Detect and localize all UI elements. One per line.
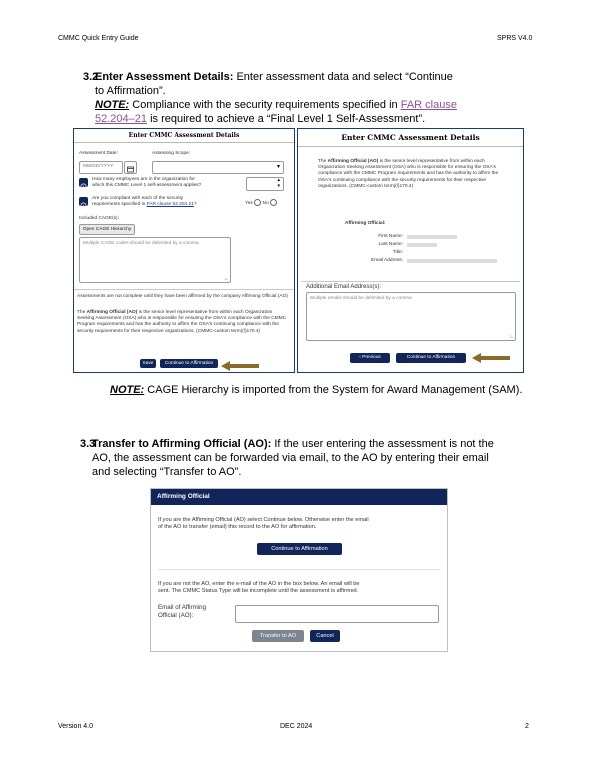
yes-label: Yes (245, 200, 253, 206)
section-3-3-line1: If the user entering the assessment is not the (274, 438, 494, 450)
ao-desc-text: is the senior level representative from within each Organization Seeking Assessment (OSA) who is responsible for ensuring the OSA's compliance with the CMMC Program requirements and has the authority to affirm the OSA's continuing compliance with the security requirements for their respective organizations. (CMMC-custom term)(§170.4) (318, 159, 499, 189)
ao-description (318, 159, 508, 190)
cage-note (110, 383, 530, 397)
stepper-arrows-icon: ▴ ▾ (277, 177, 280, 189)
ao-instructions-line1: If you are the Affirming Official (AO) select Continue below. Otherwise enter the email (158, 517, 369, 523)
additional-email-textarea[interactable] (306, 292, 516, 341)
ao-desc-prefix: The (318, 159, 327, 164)
transfer-to-ao-button[interactable]: Transfer to AO (252, 630, 304, 642)
note-text: Compliance with the security requirements specified in (132, 99, 398, 111)
first-name-label: First Name: (378, 234, 403, 239)
info-icon-2[interactable] (79, 197, 88, 206)
note-label: NOTE: (95, 99, 130, 111)
section-3-3-number: 3.3 (80, 438, 96, 450)
section-3-3-heading (80, 437, 532, 479)
divider-right (301, 281, 520, 282)
employees-question-line2: which this CMMC Level 1 self-assessment applies? (92, 183, 202, 189)
right-assessment-panel (297, 128, 524, 373)
compliance-question-line1: Are you compliant with each of the security (92, 196, 184, 201)
section-number: 3.2 (83, 71, 99, 83)
ao-email-label-line2: Official (AO): (158, 612, 194, 619)
ao-desc-bold: Affirming Official (AO) (327, 159, 379, 164)
cage-note-text: CAGE Hierarchy is imported from the System for Award Management (SAM). (147, 384, 523, 396)
assessment-date-input[interactable] (79, 161, 123, 174)
last-name-label: Last Name: (378, 242, 403, 247)
continue-to-affirmation-button[interactable]: Continue to Affirmation (160, 359, 218, 368)
affirming-official-label: Affirming Official: (345, 221, 386, 226)
affirmation-notice: Assessments are not complete until they have been affirmed by the company Affirming Official (AO) (77, 294, 288, 299)
ao-transfer-line2: sent. The CMMC Status Type will be incomplete until the assessment is affirmed. (158, 588, 359, 594)
section-text-line2: to Affirmation”. (95, 85, 166, 97)
ao-divider (158, 569, 440, 570)
panel-title: Enter CMMC Assessment Details (74, 129, 294, 143)
ao-email-label-line1: Email of Affirming (158, 604, 207, 611)
ao-email-input[interactable] (235, 605, 439, 623)
affirming-official-panel (150, 488, 448, 652)
divider (74, 289, 294, 290)
ao-panel-title: Affirming Official (151, 489, 447, 505)
footer-page-number: 2 (525, 723, 529, 730)
compliance-question-line2: requirements specified in (92, 202, 146, 208)
first-name-value-redacted (407, 235, 457, 239)
left-assessment-panel (73, 128, 295, 373)
save-button[interactable]: Save (140, 359, 156, 368)
calendar-icon[interactable] (124, 161, 137, 174)
section-3-3-title: Transfer to Affirming Official (AO): (92, 438, 272, 450)
previous-button[interactable]: ‹ Previous (350, 353, 390, 363)
callout-arrow-right-icon (472, 353, 512, 363)
last-name-value-redacted (407, 243, 437, 247)
ao-instructions (158, 517, 443, 531)
open-cage-hierarchy-button[interactable]: Open CAGE Hierarchy (79, 224, 135, 235)
date-placeholder: MM/DD/YYYY (83, 164, 114, 169)
page-header-left: CMMC Quick Entry Guide (58, 35, 139, 42)
employees-count-stepper[interactable] (246, 177, 284, 191)
cancel-button[interactable]: Cancel (310, 630, 340, 642)
cage-placeholder: Multiple CAGE codes should be delimited by a comma (83, 241, 199, 246)
footer-date: DEC 2024 (280, 723, 313, 730)
cage-note-label: NOTE: (110, 384, 145, 396)
compliance-radio-group (245, 199, 277, 207)
ao-definition-bold: Affirming Official (AO) (86, 310, 138, 315)
far-clause-link[interactable]: FAR clause (400, 99, 457, 111)
section-3-3-line3: and selecting “Transfer to AO”. (92, 466, 242, 478)
ao-definition (77, 310, 289, 335)
additional-email-label: Additional Email Address(s): (306, 284, 382, 290)
email-value-redacted (407, 259, 497, 263)
assessment-date-label: Assessment Date: (79, 151, 118, 156)
employees-question-line1: How many employees are in the organization for (92, 177, 195, 182)
ao-transfer-line1: If you are not the AO, enter the e-mail of the AO in the box below. An email will be (158, 581, 360, 587)
info-icon[interactable] (79, 178, 88, 187)
cage-label: Included CAGE(s): (79, 216, 119, 221)
assessing-scope-label: Assessing Scope: (152, 151, 191, 156)
additional-email-placeholder: Multiple emails should be delimited by a comma (310, 296, 412, 301)
callout-arrow-left-icon (221, 361, 261, 371)
section-3-2-heading (83, 70, 515, 98)
yes-radio[interactable] (254, 199, 261, 206)
employees-question (92, 177, 201, 189)
question-mark: ? (193, 202, 197, 208)
ao-definition-prefix: The (77, 310, 86, 315)
section-text-line1: Enter assessment data and select “Continue (236, 71, 453, 83)
continue-to-affirmation-button-right[interactable]: Continue to Affirmation (396, 353, 466, 363)
ao-instructions-line2: of the AO to transfer (email) this record to the AO for affirmation. (158, 524, 317, 530)
note-text-2: is required to achieve a “Final Level 1 Self-Assessment”. (150, 113, 426, 125)
section-title: Enter Assessment Details: (95, 71, 234, 83)
section-3-2-note (95, 98, 525, 126)
ao-transfer-instructions (158, 581, 443, 595)
ao-email-label (158, 604, 206, 620)
compliance-question (92, 196, 197, 208)
continue-to-affirmation-button-ao[interactable]: Continue to Affirmation (257, 543, 342, 555)
far-clause-number-link[interactable]: 52.204–21 (95, 113, 147, 125)
cage-codes-textarea[interactable] (79, 237, 231, 283)
assessing-scope-select[interactable] (152, 161, 284, 174)
resize-handle-icon-2[interactable]: ∟ (509, 334, 514, 340)
footer-version: Version 4.0 (58, 723, 94, 730)
far-clause-link-small[interactable]: FAR clause 52.204.21 (146, 202, 194, 208)
section-3-3-line2: AO, the assessment can be forwarded via email, to the AO by entering their email (92, 452, 489, 464)
ao-definition-text: is the senior level representative from within each Organization Seeking Assessment (OSA) who is responsible for ensuring the OSA's compliance with the CMMC Program requirements and has the authority to affirm the OSA's continuing compliance with the security requirements for their respective organizations. (CMMC-custom term)(§170.4) (77, 310, 287, 334)
title-label: Title: (392, 250, 403, 255)
no-label: No (262, 200, 269, 206)
page-header-right: SPRS V4.0 (497, 35, 533, 42)
chevron-down-icon: ▾ (276, 164, 280, 170)
no-radio[interactable] (270, 199, 277, 206)
panel-title-right: Enter CMMC Assessment Details (298, 129, 523, 147)
email-label: Email Address: (371, 258, 403, 263)
resize-handle-icon[interactable]: ∟ (224, 276, 229, 282)
